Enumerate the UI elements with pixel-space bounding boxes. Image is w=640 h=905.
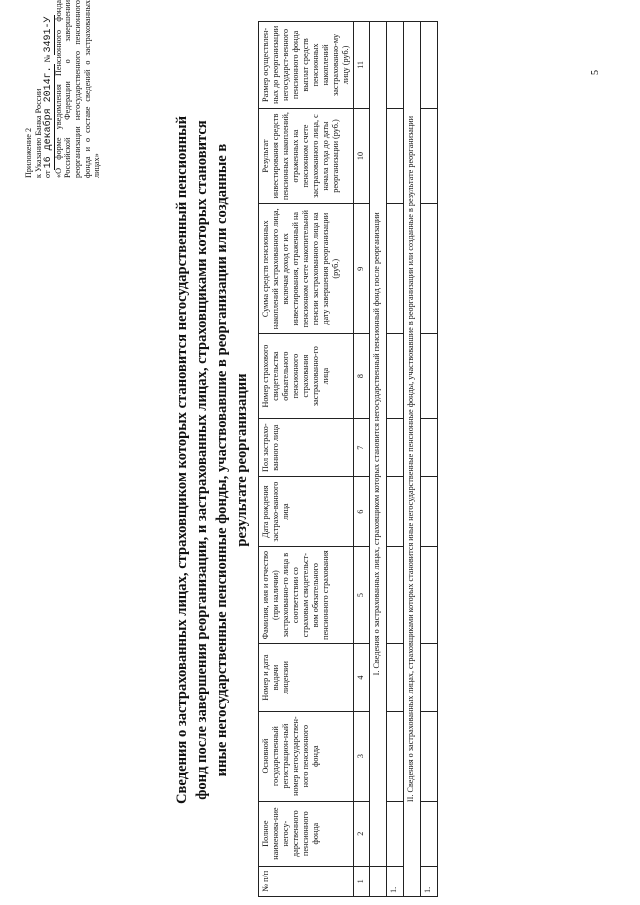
appendix-date: 16 декабря 2014г. bbox=[43, 66, 55, 169]
date-prefix: от bbox=[43, 170, 53, 178]
header-row bbox=[259, 22, 354, 897]
column-number: 9 bbox=[354, 204, 370, 334]
header-cell: Пол застрахо-ванного лица bbox=[259, 418, 354, 477]
header-cell: Размер осуществлен-ных до реорганизации негосударст-венного пенсионного фонда выплат средств пенсионных накоплений застрахованно-му лицу (руб.) bbox=[259, 22, 354, 109]
column-number: 11 bbox=[354, 22, 370, 109]
insured-persons-table bbox=[258, 21, 438, 897]
row-marker: 1. bbox=[387, 866, 404, 896]
header-cell: № п/п bbox=[259, 866, 354, 896]
appendix-text: «О форме уведомления Пенсионного фонда Российской Федерации о завершении реорганизации негосударственного пенсионного фонда и о составе сведений о застрахованных лицах» bbox=[53, 0, 102, 178]
column-number: 4 bbox=[354, 644, 370, 711]
header-cell: Фамилия, имя и отчество (при наличии) застрахованно-го лица в соответствии со страховым свидетельст-вом обязательного пенсионного страхования bbox=[259, 546, 354, 644]
header-cell: Номер и дата выдачи лицензии bbox=[259, 644, 354, 711]
appendix-reference: к Указанию Банка России bbox=[33, 88, 43, 178]
appendix-date-line bbox=[43, 0, 54, 178]
column-number: 7 bbox=[354, 418, 370, 477]
header-cell: Дата рождения застрахо-ванного лица bbox=[259, 477, 354, 546]
column-number: 5 bbox=[354, 546, 370, 644]
header-cell: Результат инвестирования средств пенсионных накоплений, отраженных на пенсионном счете застрахованного лица, с начала года до даты реорганизации (руб.) bbox=[259, 108, 354, 203]
column-number: 1 bbox=[354, 866, 370, 896]
column-number-row bbox=[354, 22, 370, 897]
appendix-title: Приложение 2 bbox=[24, 127, 33, 178]
header-cell: Основной государственный регистрацион-ный номер негосударствен-ного пенсионного фонда bbox=[259, 711, 354, 801]
column-number: 8 bbox=[354, 334, 370, 419]
header-cell: Номер страхового свидетельства обязательного пенсионного страхования застрахованно-го лица bbox=[259, 334, 354, 419]
header-cell: Сумма средств пенсионных накоплений застрахованного лица, включая доход от их инвестирования, отраженный на пенсионном счете накопительной пенсии застрахованного лица на дату завершения реорганизации (руб.) bbox=[259, 204, 354, 334]
row-marker: 1. bbox=[421, 866, 438, 896]
section-cell-empty bbox=[370, 866, 387, 896]
column-number: 2 bbox=[354, 801, 370, 866]
section-2-heading: II. Сведения о застрахованных лицах, страховщиками которых становится иные негосударственные пенсионные фонды, участвовавшие в реорганизации или созданные в результате реорганизации bbox=[404, 22, 421, 897]
table-row bbox=[387, 22, 404, 897]
appendix-number: 3491-У bbox=[43, 16, 55, 53]
column-number: 10 bbox=[354, 108, 370, 203]
document-title: Сведения о застрахованных лицах, страховщиком которых становится негосударственный пенсионный фонд после завершения реорганизации, и застрахованных лицах, страховщиками которых становится иные негосударственные пенсионные фонды, участвовавшие в реорганизации или созданные в результате реорганизации bbox=[174, 116, 250, 804]
column-number: 3 bbox=[354, 711, 370, 801]
page-number: 5 bbox=[590, 70, 601, 75]
number-prefix: № bbox=[43, 54, 53, 63]
section-1-row bbox=[370, 22, 387, 897]
header-cell: Полное наименова-ние негосу-дарственного пенсионного фонда bbox=[259, 801, 354, 866]
appendix-block bbox=[24, 0, 102, 178]
section-2-row bbox=[404, 22, 421, 897]
table-row bbox=[421, 22, 438, 897]
column-number: 6 bbox=[354, 477, 370, 546]
section-1-heading: I. Сведения о застрахованных лицах, страховщиком которых становится негосударственный пенсионный фонд после реорганизации bbox=[370, 22, 387, 867]
